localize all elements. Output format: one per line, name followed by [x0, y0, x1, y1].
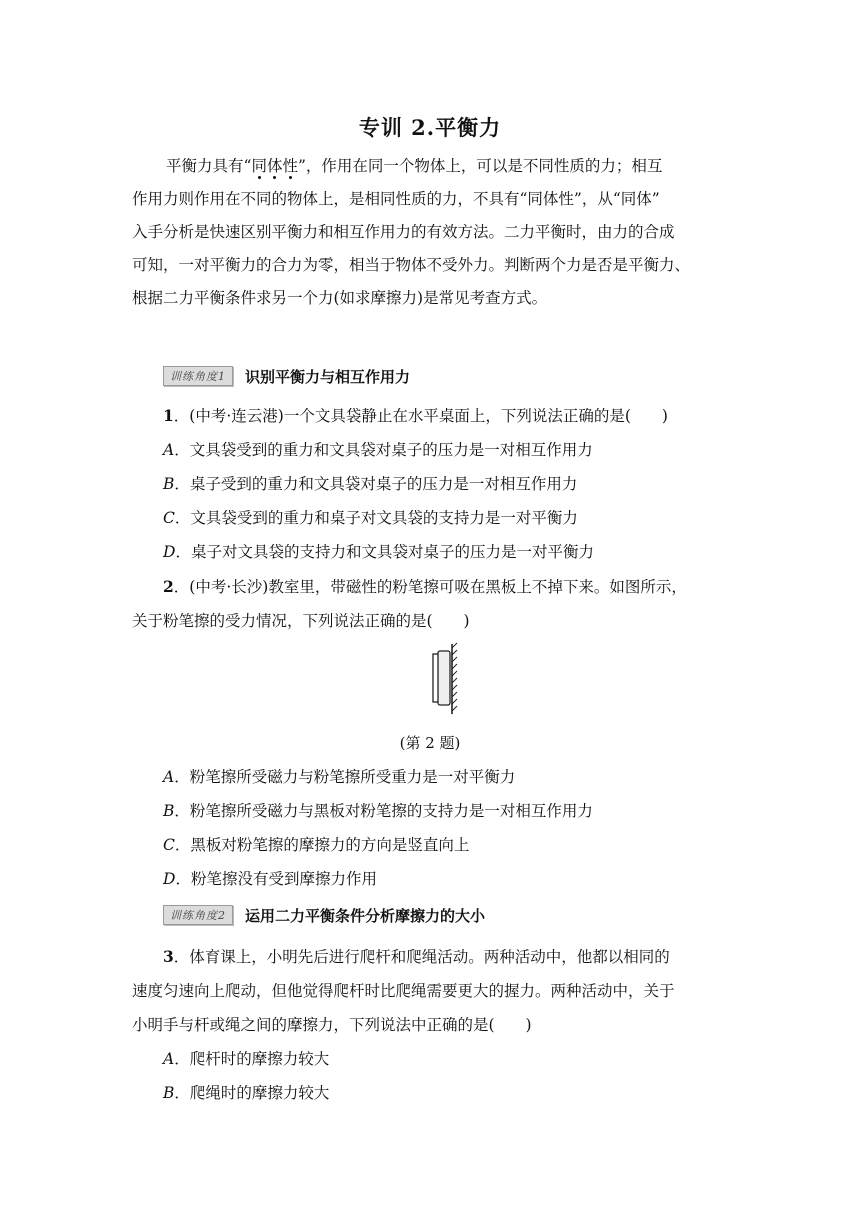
- intro-line-3: 入手分析是快速区别平衡力和相互作用力的有效方法。二力平衡时，由力的合成: [132, 223, 675, 241]
- question-2-option-b: [163, 799, 593, 821]
- page-title: 专训 2.平衡力: [358, 115, 502, 140]
- question-text: ．(中考·长沙)教室里，带磁性的粉笔擦可吸在黑板上不掉下来。如图所示，: [173, 578, 687, 596]
- option-text: ．粉笔擦所受磁力与粉笔擦所受重力是一对平衡力: [174, 768, 516, 786]
- eraser-body: [438, 651, 450, 705]
- question-3-option-a: [163, 1047, 329, 1069]
- intro-paragraph: [132, 150, 732, 315]
- emphasis-char: 体: [266, 157, 283, 175]
- question-3-stem-3: 小明手与杆或绳之间的摩擦力，下列说法中正确的是( ): [132, 1016, 532, 1034]
- intro-line-2: 作用力则作用在不同的物体上，是相同性质的力，不具有“同体性”，从“同体”: [132, 190, 660, 208]
- question-number: 2: [163, 577, 174, 596]
- section-header-2: [163, 903, 485, 927]
- emphasis-char: 同: [251, 157, 267, 175]
- option-letter: C: [163, 836, 175, 854]
- eraser-on-blackboard-figure: [424, 640, 464, 718]
- intro-line-4: 可知，一对平衡力的合力为零，相当于物体不受外力。判断两个力是否是平衡力、: [132, 256, 691, 274]
- question-2-option-a: [163, 765, 515, 787]
- option-text: ．粉笔擦所受磁力与黑板对粉笔擦的支持力是一对相互作用力: [174, 802, 593, 820]
- question-text: ．体育课上，小明先后进行爬杆和爬绳活动。两种活动中，他都以相同的: [173, 948, 670, 966]
- option-text: ．爬绳时的摩擦力较大: [174, 1084, 330, 1102]
- option-letter: C: [163, 509, 175, 527]
- intro-text: 平衡力具有“: [166, 157, 252, 175]
- question-1-option-b: [163, 472, 577, 494]
- question-3-stem-1: [163, 945, 670, 967]
- question-1-option-a: [163, 438, 593, 460]
- option-text: ．桌子受到的重力和文具袋对桌子的压力是一对相互作用力: [174, 475, 578, 493]
- question-3-option-b: [163, 1081, 329, 1103]
- option-text: ．粉笔擦没有受到摩擦力作用: [175, 870, 377, 888]
- question-1-option-c: [163, 506, 578, 528]
- training-badge-1: 训练角度1: [163, 366, 233, 386]
- option-text: ．桌子对文具袋的支持力和文具袋对桌子的压力是一对平衡力: [175, 543, 594, 561]
- question-text: ．(中考·连云港)一个文具袋静止在水平桌面上，下列说法正确的是( ): [173, 407, 668, 425]
- option-letter: A: [163, 1050, 175, 1068]
- option-text: ．爬杆时的摩擦力较大: [174, 1050, 330, 1068]
- option-letter: D: [163, 870, 176, 888]
- question-2-option-c: [163, 833, 469, 855]
- option-text: ．文具袋受到的重力和文具袋对桌子的压力是一对相互作用力: [174, 441, 593, 459]
- intro-line-1: [132, 150, 732, 183]
- option-letter: B: [163, 802, 175, 820]
- question-1-option-d: [163, 540, 594, 562]
- option-letter: B: [163, 475, 175, 493]
- option-letter: D: [163, 543, 176, 561]
- option-text: ．黑板对粉笔擦的摩擦力的方向是竖直向上: [174, 836, 470, 854]
- option-letter: B: [163, 1084, 175, 1102]
- section-title-2: 运用二力平衡条件分析摩擦力的大小: [245, 906, 486, 925]
- figure-caption: (第 2 题): [399, 734, 461, 752]
- question-2-stem-2: 关于粉笔擦的受力情况，下列说法正确的是( ): [132, 612, 470, 630]
- option-text: ．文具袋受到的重力和桌子对文具袋的支持力是一对平衡力: [174, 509, 578, 527]
- question-number: 3: [163, 947, 174, 966]
- section-header-1: [163, 364, 410, 388]
- question-2-option-d: [163, 867, 377, 889]
- section-title-1: 识别平衡力与相互作用力: [245, 367, 411, 386]
- intro-line-5: 根据二力平衡条件求另一个力(如求摩擦力)是常见考查方式。: [132, 289, 548, 307]
- question-1-stem: [163, 404, 668, 426]
- option-letter: A: [163, 441, 175, 459]
- emphasis-char: 性: [282, 157, 298, 175]
- training-badge-2: 训练角度2: [163, 905, 233, 925]
- question-3-stem-2: 速度匀速向上爬动，但他觉得爬杆时比爬绳需要更大的握力。两种活动中，关于: [132, 982, 675, 1000]
- question-2-stem-1: [163, 575, 687, 597]
- intro-text: ”，作用在同一个物体上，可以是不同性质的力；相互: [297, 157, 663, 175]
- question-number: 1: [163, 406, 174, 425]
- option-letter: A: [163, 768, 175, 786]
